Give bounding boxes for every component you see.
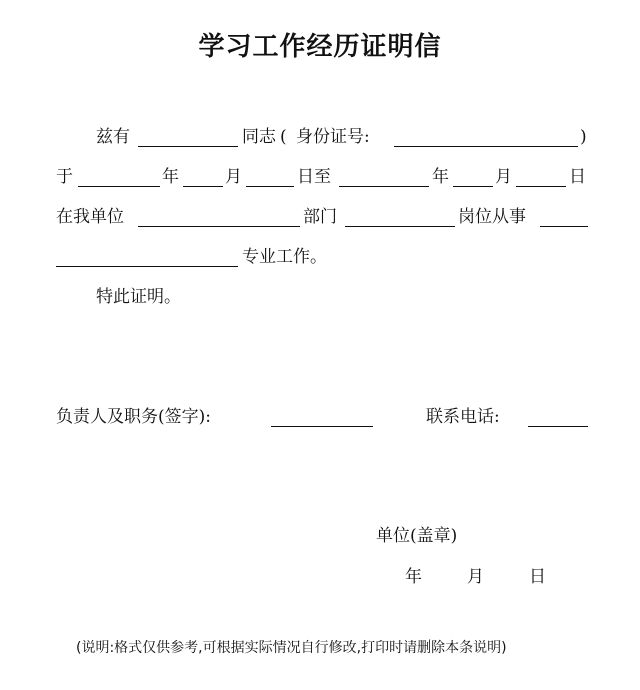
blank-id-number[interactable] [394, 146, 578, 147]
text-zai-wo-danwei: 在我单位 [56, 207, 124, 227]
text-yu: 于 [56, 167, 73, 187]
page-title: 学习工作经历证明信 [198, 32, 442, 62]
line-unit-dept [56, 205, 596, 229]
text-close-paren: ) [580, 127, 587, 147]
blank-start-year[interactable] [78, 186, 160, 187]
text-gangwei-congshi: 岗位从事 [458, 207, 526, 227]
blank-end-day[interactable] [516, 186, 566, 187]
blank-phone[interactable] [528, 426, 588, 427]
text-year-1: 年 [162, 167, 179, 187]
text-stamp-year: 年 [405, 567, 422, 587]
text-teci-zhengming: 特此证明。 [96, 287, 181, 307]
text-month-1: 月 [225, 167, 242, 187]
blank-signer[interactable] [271, 426, 373, 427]
footer-note: (说明:格式仅供参考,可根据实际情况自行修改,打印时请删除本条说明) [76, 640, 507, 656]
stamp-block [376, 524, 576, 548]
blank-name[interactable] [138, 146, 238, 147]
blank-position-start[interactable] [540, 226, 588, 227]
line-dates [56, 165, 596, 189]
line-name-id [56, 125, 596, 149]
blank-unit[interactable] [138, 226, 300, 227]
text-unit-stamp: 单位(盖章) [376, 526, 458, 546]
text-stamp-day: 日 [529, 567, 546, 587]
blank-end-year[interactable] [339, 186, 429, 187]
text-tongzhi: 同志 [242, 127, 276, 147]
text-month-2: 月 [495, 167, 512, 187]
line-certify [56, 285, 596, 309]
blank-department[interactable] [345, 226, 455, 227]
blank-end-month[interactable] [453, 186, 493, 187]
text-signer-label: 负责人及职务(签字): [56, 407, 211, 427]
text-zhuanye-gongzuo: 专业工作。 [242, 247, 327, 267]
text-day-to: 日至 [297, 167, 331, 187]
text-open-paren: ( [280, 127, 287, 147]
line-signature [56, 405, 596, 429]
text-stamp-month: 月 [467, 567, 484, 587]
text-id-label: 身份证号: [296, 127, 370, 147]
text-bumen: 部门 [303, 207, 337, 227]
text-phone-label: 联系电话: [426, 407, 500, 427]
stamp-date [405, 565, 565, 589]
text-day-2: 日 [569, 167, 586, 187]
text-ziyou: 兹有 [96, 127, 130, 147]
blank-position-cont[interactable] [56, 266, 238, 267]
blank-start-day[interactable] [246, 186, 294, 187]
blank-start-month[interactable] [183, 186, 223, 187]
text-year-2: 年 [432, 167, 449, 187]
line-work [56, 245, 596, 269]
